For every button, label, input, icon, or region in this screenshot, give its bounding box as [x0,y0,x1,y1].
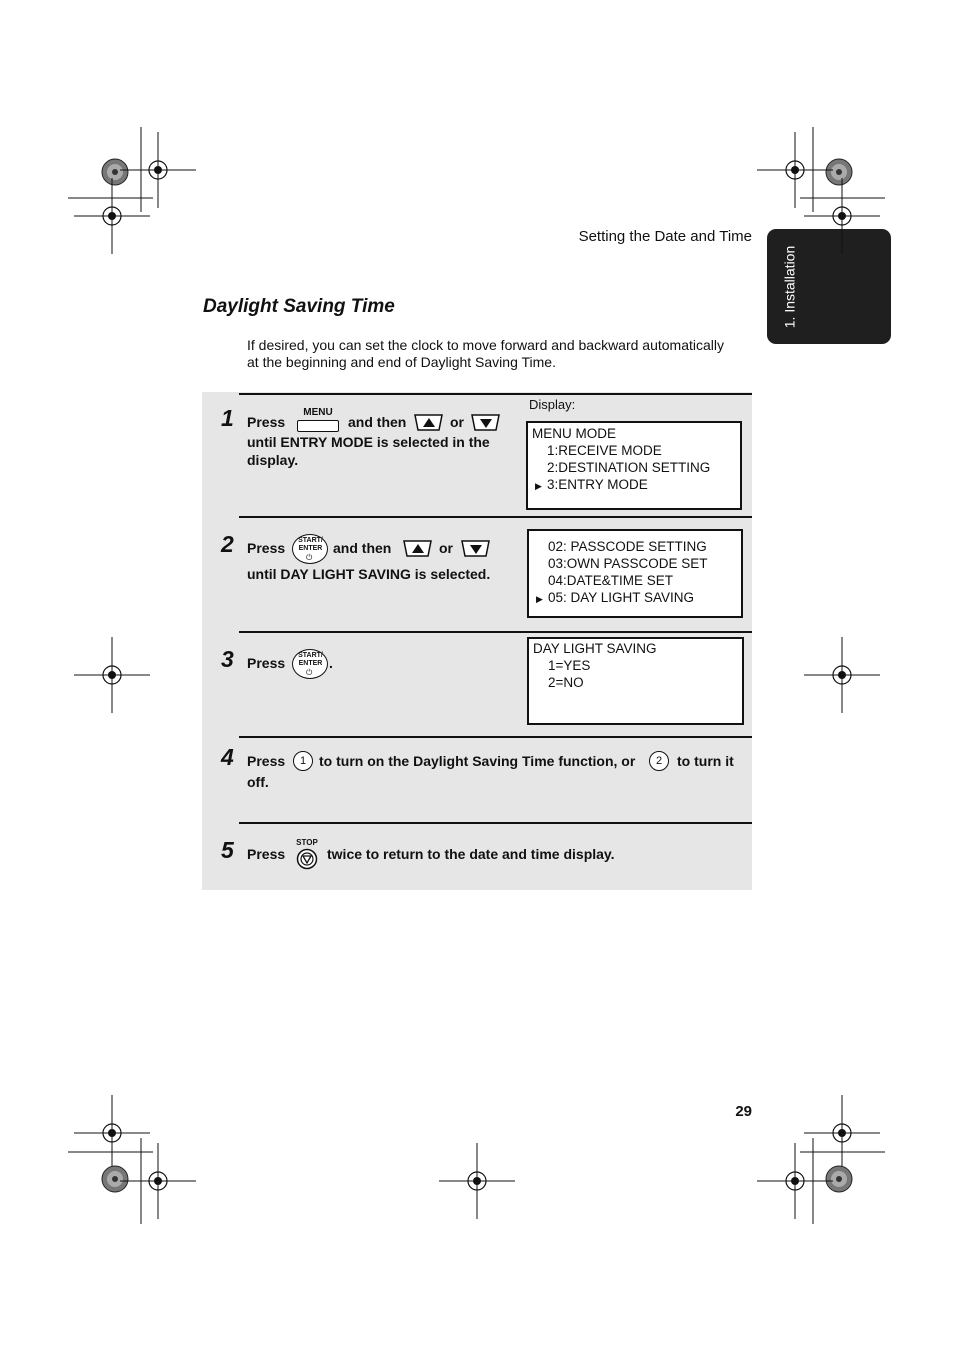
enter-key-label: ENTER [298,545,323,552]
lcd-line: 1=YES [548,658,591,673]
intro-line-1: If desired, you can set the clock to move forward and backward automatically [247,337,725,353]
lcd-line-selected: 3:ENTRY MODE [547,477,648,492]
cursor-arrow-icon: ▶ [535,481,542,491]
lcd-line: 04:DATE&TIME SET [548,573,674,588]
cursor-arrow-icon: ▶ [536,594,543,604]
step-4-press: Press [247,753,286,769]
step-4-line-2: off. [247,774,269,790]
lcd-line-selected: 05: DAY LIGHT SAVING [548,590,695,605]
step-2-line-2: until DAY LIGHT SAVING is selected. [247,566,491,582]
stop-key-label: STOP [296,838,318,847]
start-enter-key-icon: START/ ENTER ⏻ [292,534,328,564]
lcd-line: DAY LIGHT SAVING [533,641,657,656]
lcd-line: 03:OWN PASSCODE SET [548,556,708,571]
lcd-line: 2=NO [548,675,584,690]
step-1-and-then: and then [348,414,407,430]
step-1-or: or [450,414,464,430]
lcd-line: 02: PASSCODE SETTING [548,539,707,554]
display-label: Display: [529,397,576,412]
start-key-label: START/ [298,537,323,544]
step-1-press: Press [247,414,286,430]
step-4-number: 4 [221,744,234,770]
step-3-period: . [329,655,333,671]
menu-key-label: MENU [303,407,333,418]
step-2-press: Press [247,540,286,556]
section-tab-label: 1. Installation [781,245,797,329]
step-5-press: Press [247,846,286,862]
running-header: Setting the Date and Time [578,228,752,245]
step-4-end: to turn it [677,753,734,769]
intro-line-2: at the beginning and end of Daylight Saving Time. [247,354,556,370]
step-2-and-then: and then [333,540,392,556]
page-number: 29 [735,1103,752,1120]
lcd-line: 2:DESTINATION SETTING [547,460,711,475]
step-3-press: Press [247,655,286,671]
page-title: Daylight Saving Time [203,296,395,317]
start-enter-key-icon: START/ ENTER ⏻ [292,649,328,679]
lcd-line: MENU MODE [532,426,616,441]
step-2-number: 2 [221,531,234,557]
step-5-rest: twice to return to the date and time display. [327,846,615,862]
lcd-line: 1:RECEIVE MODE [547,443,662,458]
step-1-number: 1 [221,405,234,431]
step-3-number: 3 [221,646,234,672]
step-4-middle: to turn on the Daylight Saving Time function, or [319,753,636,769]
step-5-number: 5 [221,837,234,863]
step-2-or: or [439,540,453,556]
number-2-key-icon: 2 [649,751,669,771]
enter-key-label: ENTER [298,660,323,667]
step-1-line-2: until ENTRY MODE is selected in the [247,434,490,450]
start-key-label: START/ [298,652,323,659]
step-1-line-3: display. [247,452,299,468]
number-1-key-icon: 1 [293,751,313,771]
